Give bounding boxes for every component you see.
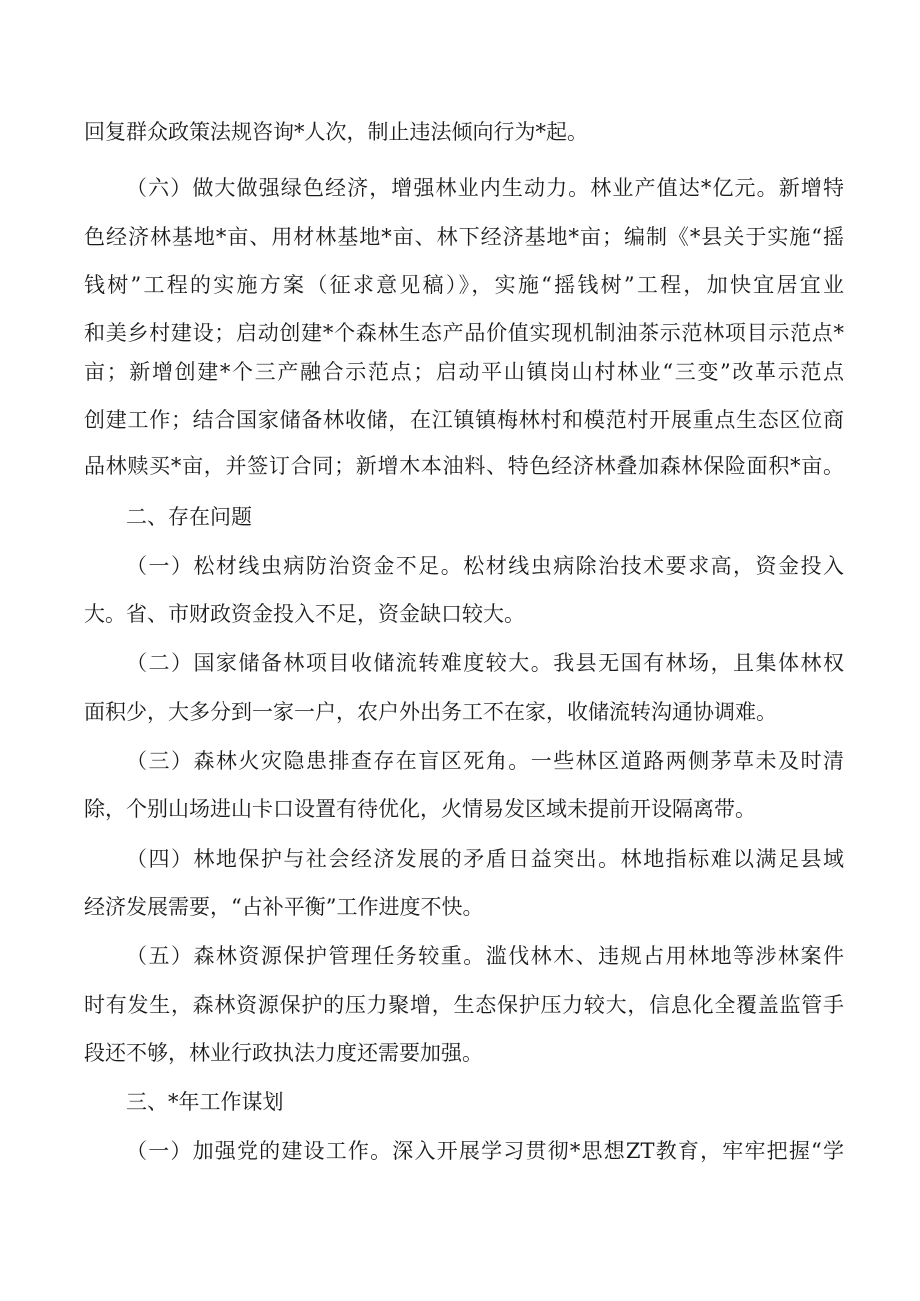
paragraph-line: 钱树”工程的实施方案（征求意见稿）》，实施“摇钱树”工程，加快宜居宜业 bbox=[84, 273, 844, 297]
paragraph-line: 时有发生，森林资源保护的压力聚增，生态保护压力较大，信息化全覆盖监管手 bbox=[84, 993, 844, 1017]
paragraph-line: 大。省、市财政资金投入不足，资金缺口较大。 bbox=[84, 602, 525, 626]
paragraph-line: 创建工作；结合国家储备林收储，在江镇镇梅林村和模范村开展重点生态区位商 bbox=[84, 408, 844, 432]
paragraph-line: （六）做大做强绿色经济，增强林业内生动力。林业产值达*亿元。新增特 bbox=[126, 176, 844, 200]
paragraph-line: 段还不够，林业行政执法力度还需要加强。 bbox=[84, 1041, 483, 1065]
paragraph-line: 经济发展需要，“占补平衡”工作进度不快。 bbox=[84, 895, 484, 919]
paragraph-line: （一）松材线虫病防治资金不足。松材线虫病除治技术要求高，资金投入 bbox=[126, 554, 844, 578]
section-heading: 三、*年工作谋划 bbox=[126, 1090, 284, 1114]
paragraph-line: 回复群众政策法规咨询*人次，制止违法倾向行为*起。 bbox=[84, 120, 588, 144]
paragraph-line: 品林赎买*亩，并签订合同；新增木本油料、特色经济林叠加森林保险面积*亩。 bbox=[84, 454, 844, 478]
paragraph-line: （五）森林资源保护管理任务较重。滥伐林木、违规占用林地等涉林案件 bbox=[126, 944, 844, 968]
section-heading: 二、存在问题 bbox=[126, 505, 252, 529]
paragraph-line: （二）国家储备林项目收储流转难度较大。我县无国有林场，且集体林权 bbox=[126, 651, 844, 675]
paragraph-line: 除，个别山场进山卡口设置有待优化，火情易发区域未提前开设隔离带。 bbox=[84, 797, 756, 821]
paragraph-line: 面积少，大多分到一家一户，农户外出务工不在家，收储流转沟通协调难。 bbox=[84, 700, 777, 724]
paragraph-line: （一）加强党的建设工作。深入开展学习贯彻*思想ZT教育，牢牢把握“学 bbox=[126, 1139, 844, 1163]
paragraph-line: 亩；新增创建*个三产融合示范点；启动平山镇岗山村林业“三变”改革示范点 bbox=[84, 360, 844, 384]
paragraph-line: 色经济林基地*亩、用材林基地*亩、林下经济基地*亩；编制《*县关于实施“摇 bbox=[84, 225, 844, 249]
paragraph-line: 和美乡村建设；启动创建*个森林生态产品价值实现机制油茶示范林项目示范点* bbox=[84, 321, 844, 345]
paragraph-line: （三）森林火灾隐患排查存在盲区死角。一些林区道路两侧茅草未及时清 bbox=[126, 749, 844, 773]
paragraph-line: （四）林地保护与社会经济发展的矛盾日益突出。林地指标难以满足县域 bbox=[126, 847, 844, 871]
